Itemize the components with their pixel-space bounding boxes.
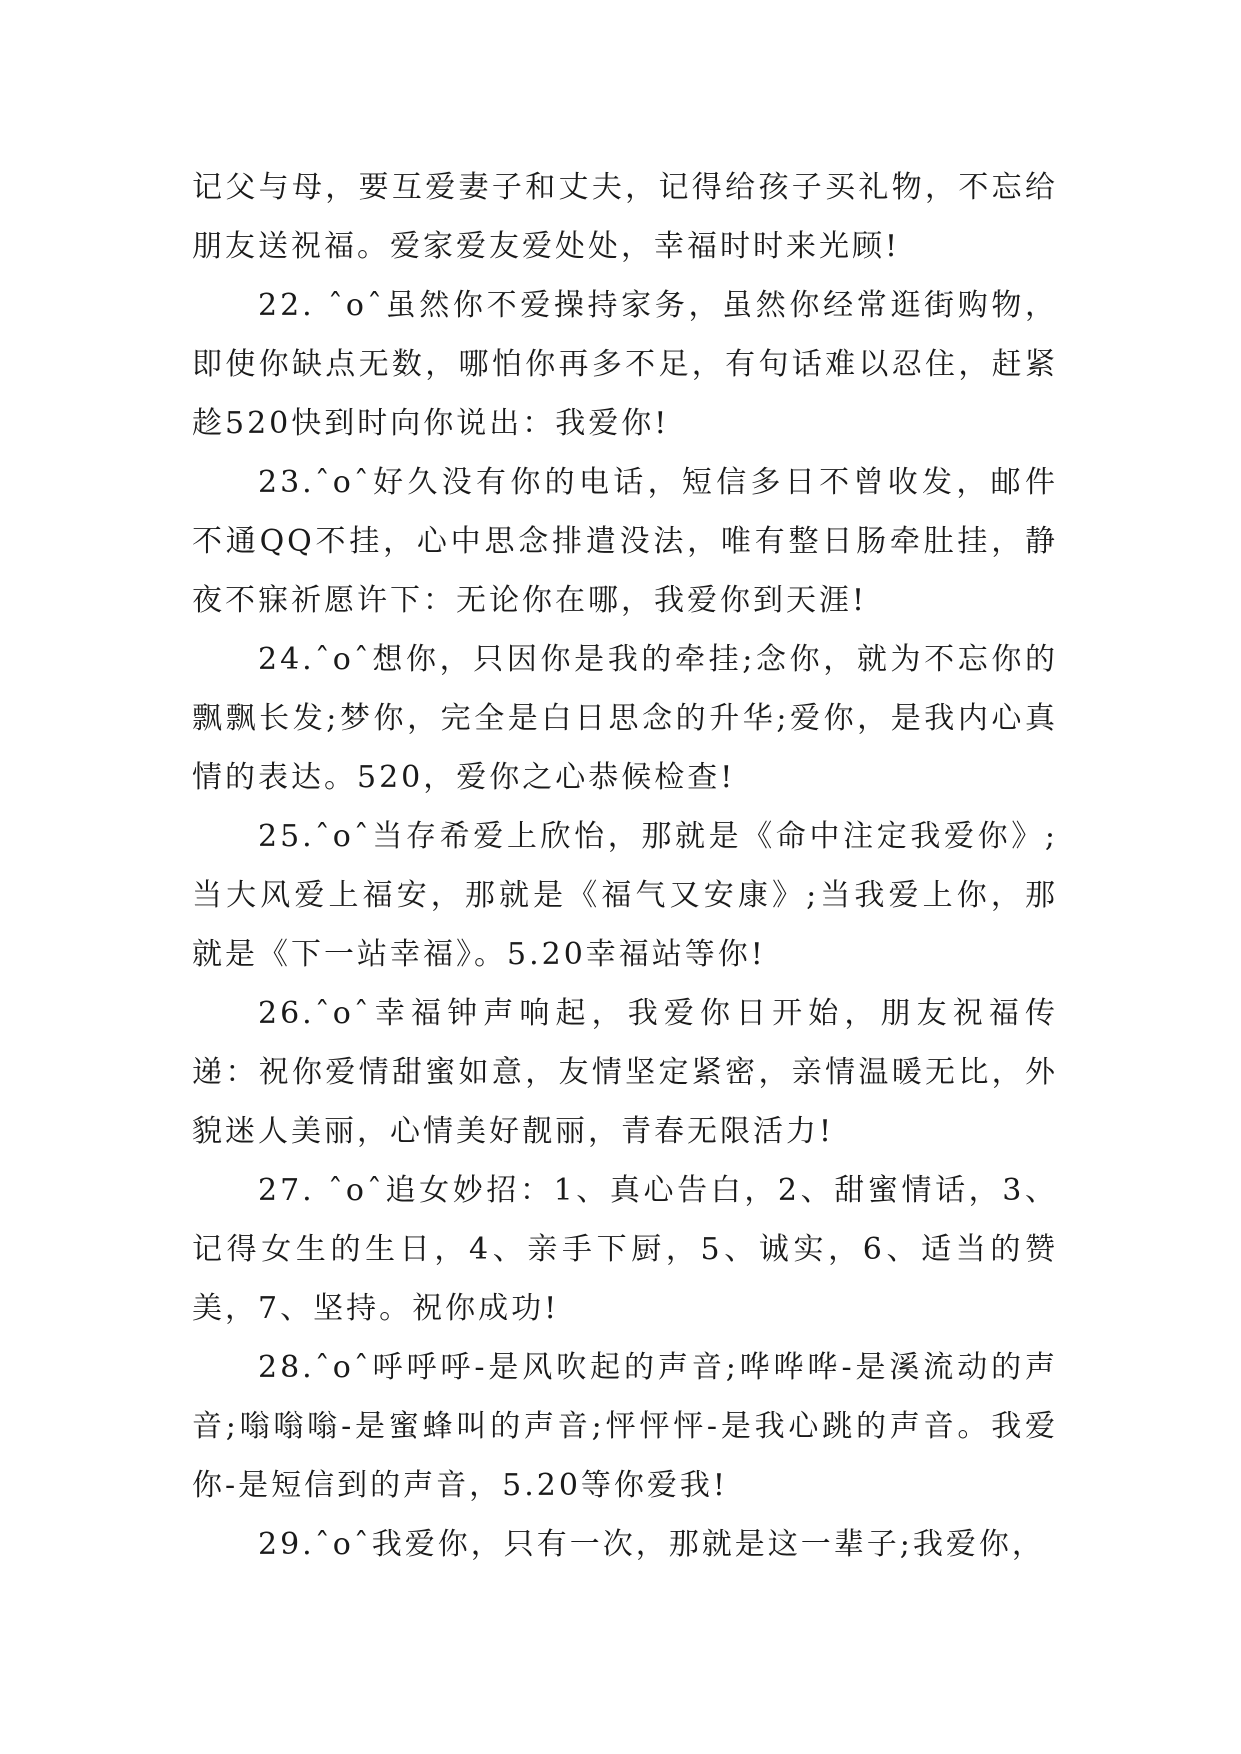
paragraph-23: 23.ˆoˆ好久没有你的电话，短信多日不曾收发，邮件不通QQ不挂，心中思念排遣没法，唯有整日肠牵肚挂，静夜不寐祈愿许下：无论你在哪，我爱你到天涯! [192,465,1058,618]
paragraph-21-continued: 记父与母，要互爱妻子和丈夫，记得给孩子买礼物，不忘给朋友送祝福。爱家爱友爱处处，幸福时时来光顾! [192,170,1058,264]
paragraph-24: 24.ˆoˆ想你，只因你是我的牵挂;念你，就为不忘你的飘飘长发;梦你，完全是白日思念的升华;爱你，是我内心真情的表达。520，爱你之心恭候检查! [192,642,1058,795]
paragraph-27: 27. ˆoˆ追女妙招：1、真心告白，2、甜蜜情话，3、记得女生的生日，4、亲手下厨，5、诚实，6、适当的赞美，7、坚持。祝你成功! [192,1173,1058,1326]
body-text [192,158,1058,1574]
paragraph-25: 25.ˆoˆ当存希爱上欣怡，那就是《命中注定我爱你》;当大风爱上福安，那就是《福气又安康》;当我爱上你，那就是《下一站幸福》。5.20幸福站等你! [192,819,1058,972]
paragraph-26: 26.ˆoˆ幸福钟声响起，我爱你日开始，朋友祝福传递：祝你爱情甜蜜如意，友情坚定紧密，亲情温暖无比，外貌迷人美丽，心情美好靓丽，青春无限活力! [192,996,1058,1149]
paragraph-22: 22. ˆoˆ虽然你不爱操持家务，虽然你经常逛街购物，即使你缺点无数，哪怕你再多不足，有句话难以忍住，赶紧趁520快到时向你说出：我爱你! [192,288,1058,441]
paragraph-28: 28.ˆoˆ呼呼呼-是风吹起的声音;哗哗哗-是溪流动的声音;嗡嗡嗡-是蜜蜂叫的声音;怦怦怦-是我心跳的声音。我爱你-是短信到的声音，5.20等你爱我! [192,1350,1058,1503]
paragraph-29: 29.ˆoˆ我爱你，只有一次，那就是这一辈子;我爱你， [258,1527,1045,1562]
